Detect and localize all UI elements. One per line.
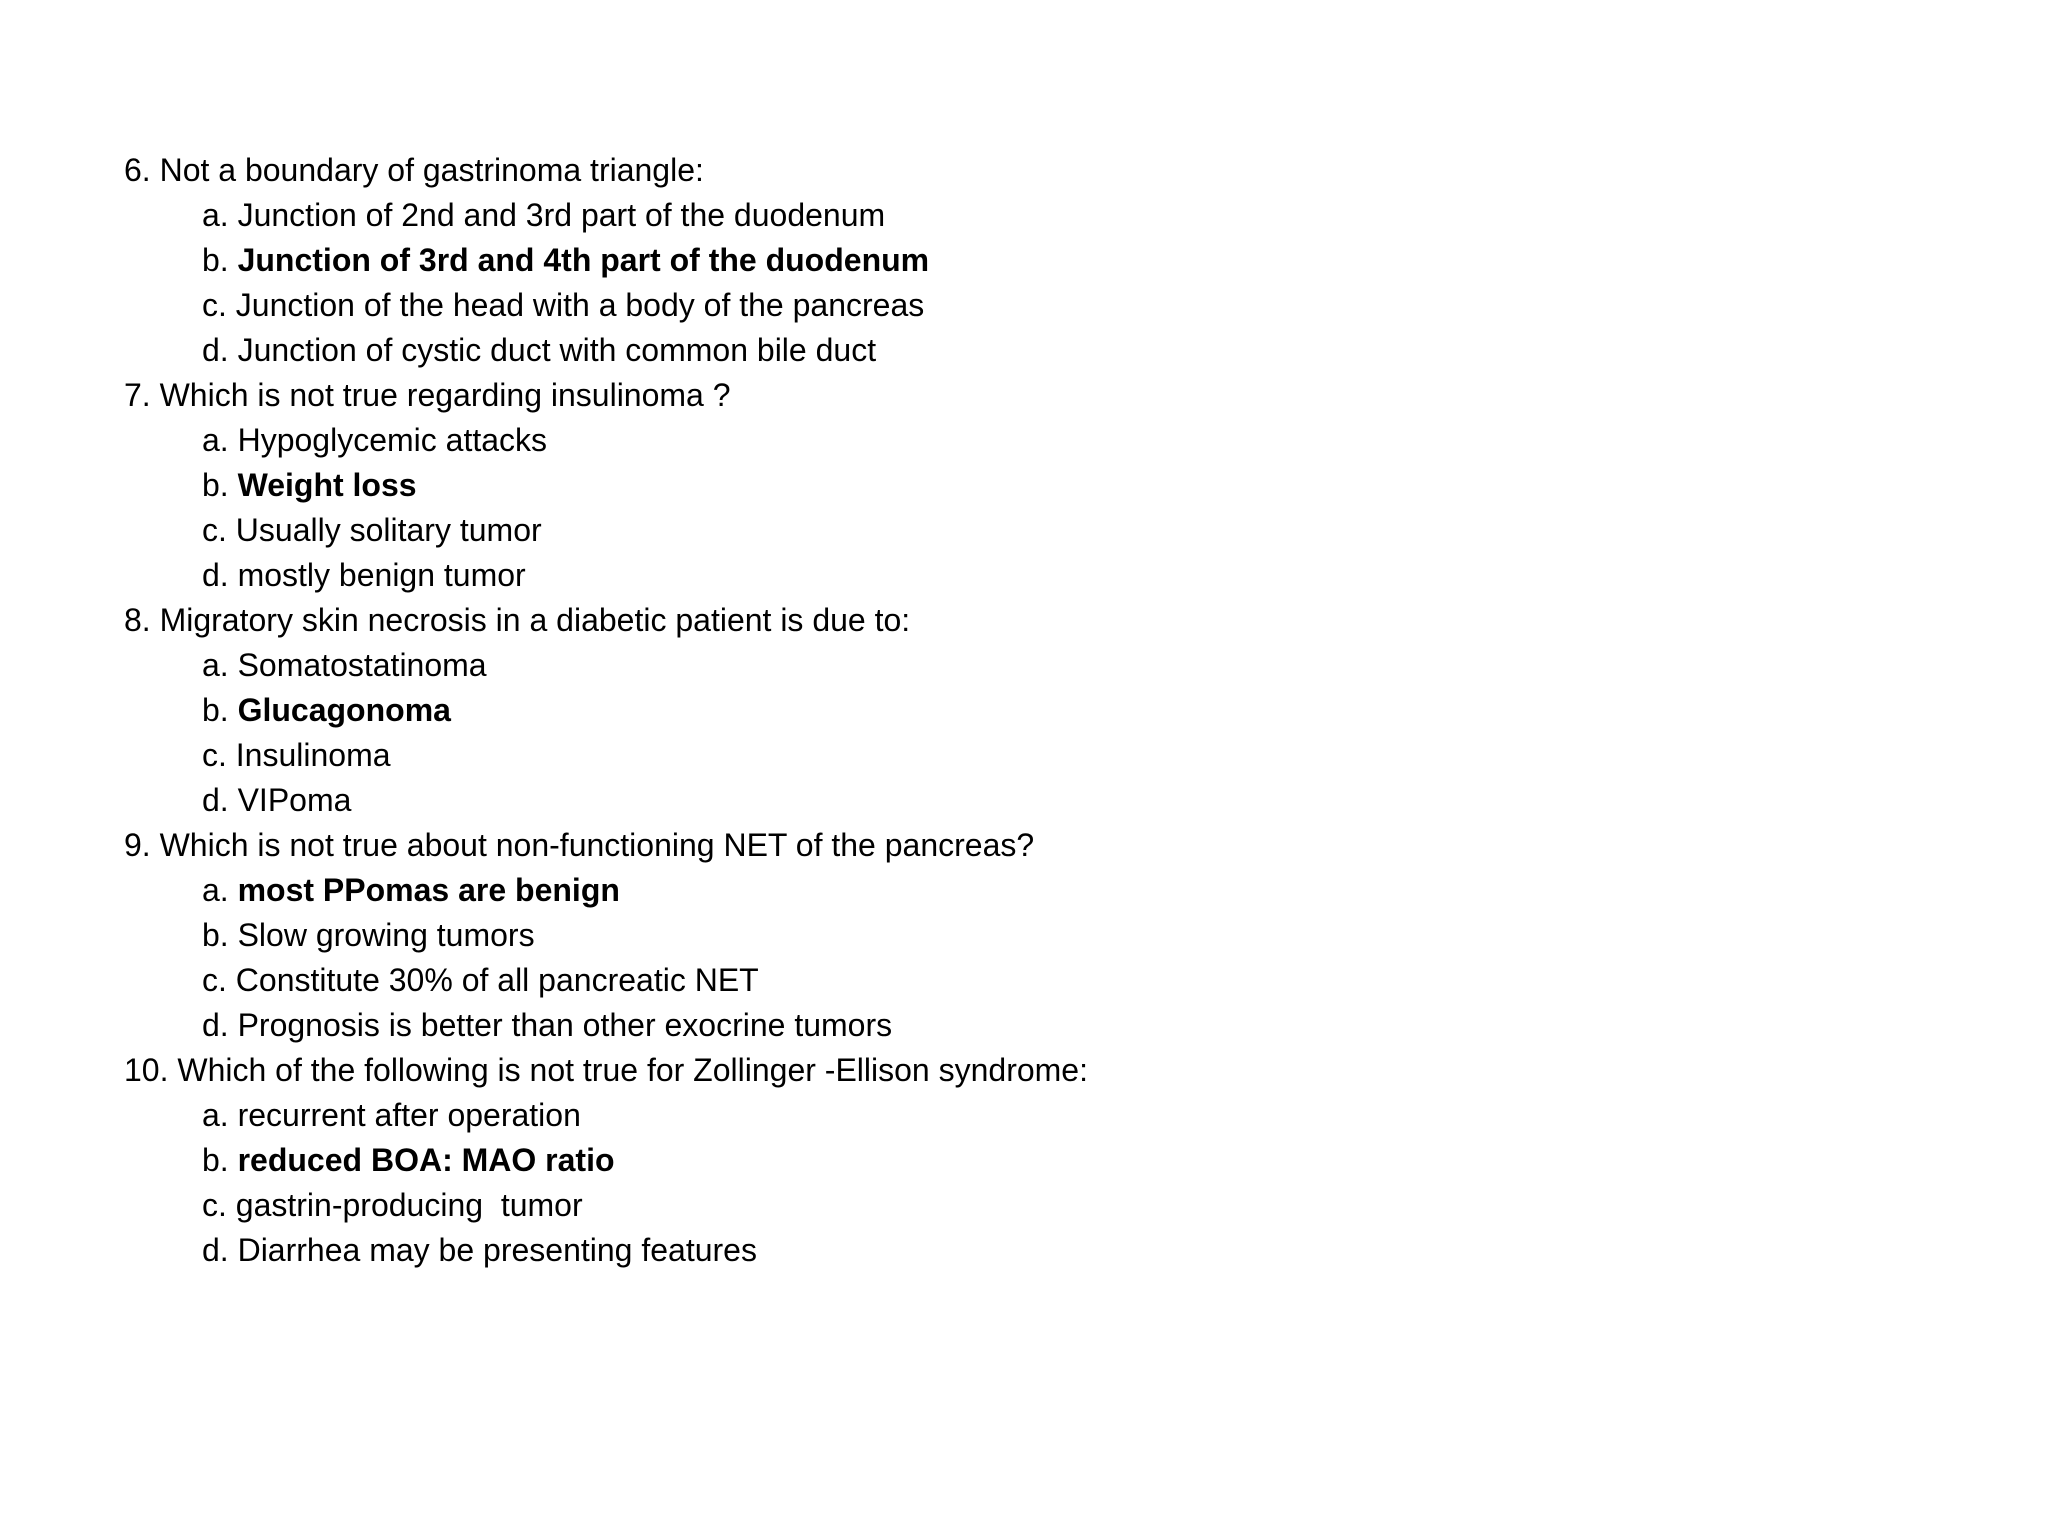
option-c: [124, 283, 1924, 328]
option-prefix: c.: [202, 1187, 236, 1223]
option-prefix: a.: [202, 422, 238, 458]
option-b: [124, 238, 1924, 283]
option-text: Junction of 2nd and 3rd part of the duodenum: [237, 197, 886, 233]
option-text: Insulinoma: [235, 737, 391, 773]
option-text: VIPoma: [237, 782, 352, 818]
option-prefix: a.: [202, 197, 238, 233]
option-c: [124, 1183, 1924, 1228]
option-prefix: b.: [202, 692, 238, 728]
option-prefix: b.: [202, 917, 238, 953]
option-d: [124, 778, 1924, 823]
correct-answer-text: most PPomas are benign: [237, 872, 620, 908]
option-prefix: d.: [202, 557, 238, 593]
option-b: [124, 688, 1924, 733]
option-prefix: d.: [202, 332, 238, 368]
correct-answer-text: reduced BOA: MAO ratio: [237, 1142, 615, 1178]
option-prefix: c.: [202, 512, 236, 548]
option-text: mostly benign tumor: [237, 557, 526, 593]
option-text: Junction of cystic duct with common bile duct: [237, 332, 877, 368]
option-prefix: c.: [202, 737, 236, 773]
option-text: gastrin-producing tumor: [235, 1187, 583, 1223]
option-prefix: c.: [202, 287, 236, 323]
option-text: Diarrhea may be presenting features: [237, 1232, 757, 1268]
question-stem: 9. Which is not true about non-functioning NET of the pancreas?: [124, 827, 1035, 863]
correct-answer-text: Glucagonoma: [237, 692, 451, 728]
question-stem: 10. Which of the following is not true for Zollinger -Ellison syndrome:: [124, 1052, 1088, 1088]
question-stem: 6. Not a boundary of gastrinoma triangle:: [124, 152, 704, 188]
option-d: [124, 553, 1924, 598]
option-text: Slow growing tumors: [237, 917, 535, 953]
option-prefix: d.: [202, 1007, 238, 1043]
option-d: [124, 328, 1924, 373]
option-a: [124, 193, 1924, 238]
correct-answer-text: Junction of 3rd and 4th part of the duodenum: [237, 242, 930, 278]
correct-answer-text: Weight loss: [237, 467, 417, 503]
option-prefix: a.: [202, 872, 238, 908]
option-b: [124, 1138, 1924, 1183]
option-prefix: b.: [202, 242, 238, 278]
question-stem: 8. Migratory skin necrosis in a diabetic patient is due to:: [124, 602, 911, 638]
option-a: [124, 1093, 1924, 1138]
question-list: [124, 148, 1924, 1273]
option-b: [124, 913, 1924, 958]
option-text: Prognosis is better than other exocrine tumors: [237, 1007, 893, 1043]
question-stem: 7. Which is not true regarding insulinoma ?: [124, 377, 731, 413]
option-d: [124, 1003, 1924, 1048]
option-prefix: a.: [202, 647, 238, 683]
option-text: Constitute 30% of all pancreatic NET: [235, 962, 759, 998]
option-c: [124, 958, 1924, 1003]
option-prefix: b.: [202, 467, 238, 503]
option-d: [124, 1228, 1924, 1273]
option-text: Junction of the head with a body of the pancreas: [235, 287, 925, 323]
option-text: Somatostatinoma: [237, 647, 487, 683]
option-a: [124, 418, 1924, 463]
option-b: [124, 463, 1924, 508]
option-text: Usually solitary tumor: [235, 512, 542, 548]
option-a: [124, 868, 1924, 913]
option-text: recurrent after operation: [237, 1097, 581, 1133]
option-prefix: d.: [202, 782, 238, 818]
option-prefix: d.: [202, 1232, 238, 1268]
option-c: [124, 733, 1924, 778]
option-c: [124, 508, 1924, 553]
option-text: Hypoglycemic attacks: [237, 422, 548, 458]
option-prefix: a.: [202, 1097, 238, 1133]
option-prefix: b.: [202, 1142, 238, 1178]
option-prefix: c.: [202, 962, 236, 998]
option-a: [124, 643, 1924, 688]
